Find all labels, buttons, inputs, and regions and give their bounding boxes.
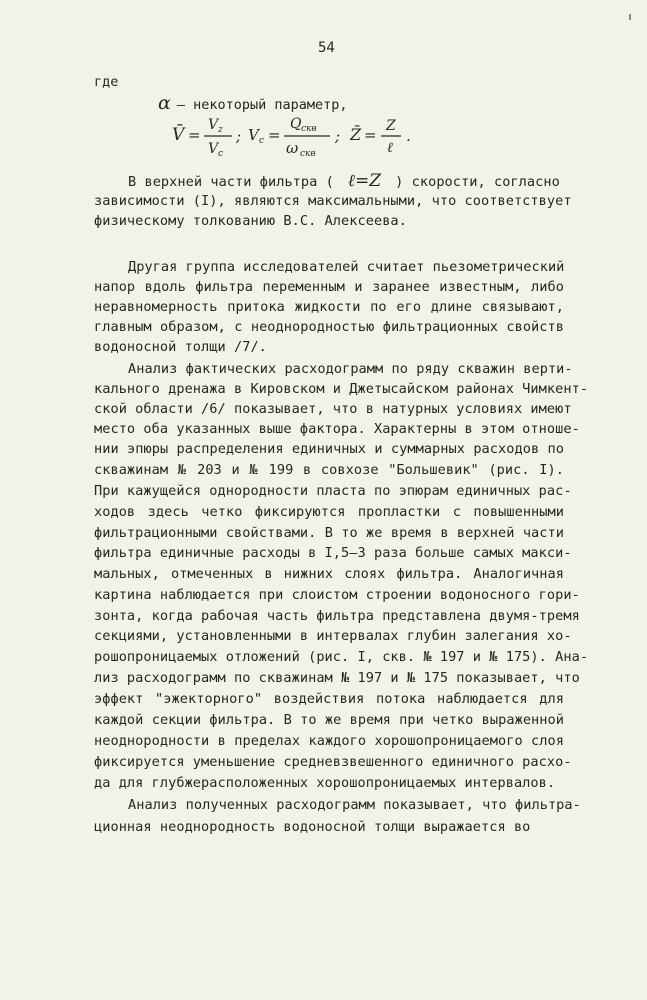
formula-end: .	[406, 127, 411, 145]
alpha-symbol: α	[158, 92, 171, 114]
inline-math: ℓ=Z	[347, 171, 382, 191]
omega-sub: скв	[300, 149, 316, 159]
text-line: зависимости (I), являются максимальными, что соответствует	[94, 193, 572, 209]
text-line: водоносной толщи /7/.	[94, 339, 267, 355]
vc-den-sub: c	[218, 149, 224, 159]
text-line: зонта, когда рабочая часть фильтра представлена двумя-тремя	[94, 608, 580, 624]
text-line: эффект "эжекторного" воздействия потока наблюдается для	[94, 691, 564, 707]
text-line	[128, 172, 564, 191]
eq-1: =	[188, 126, 201, 144]
text-line: секциями, установленными в интервалах глубин залегания хо-	[94, 628, 572, 644]
text-line: лиз расходограмм по скважинам № 197 и № 175 показывает, что	[94, 670, 580, 686]
text-line: ционная неоднородность водоносной толщи выражается во	[94, 819, 531, 835]
text-line: картина наблюдается при слоистом строении водоносного гори-	[94, 587, 580, 603]
q-sub: скв	[301, 124, 317, 134]
text-line: фильтрационными свойствами. В то же время в верхней части	[94, 525, 564, 541]
sep-2: ;	[335, 127, 341, 145]
vz-sub: z	[218, 125, 223, 135]
text-line: физическому толкованию В.С. Алексеева.	[94, 213, 407, 229]
text-line: каждой секции фильтра. В то же время при четко выраженной	[94, 712, 564, 728]
vz-num: V	[208, 117, 219, 133]
velocity-formula	[168, 110, 468, 160]
vc-sub: c	[259, 136, 265, 146]
q-num: Q	[290, 116, 302, 132]
scan-speck	[629, 14, 631, 20]
text-line: Анализ полученных расходограмм показывает, что фильтра-	[128, 797, 581, 813]
vc: V	[248, 126, 259, 144]
text-line: главным образом, с неоднородностью фильтрационных свойств	[94, 319, 564, 335]
z-num: Z	[386, 118, 396, 134]
eq-2: =	[268, 126, 281, 144]
text-line: неравномерность притока жидкости по его длине связывают,	[94, 299, 564, 315]
text-line: место оба указанных выше фактора. Характерны в этом отноше-	[94, 421, 580, 437]
text-line: ходов здесь четко фиксируются пропластки с повышенными	[94, 504, 564, 520]
text-fragment: ) скорости, согласно	[395, 174, 560, 190]
parameter-text: – некоторый параметр,	[176, 97, 348, 113]
sep-1: ;	[236, 127, 242, 145]
v-bar: V̄	[172, 125, 185, 145]
text-line: При кажущейся однородности пласта по эпюрам единичных рас-	[94, 483, 572, 499]
where-label: где	[94, 74, 119, 90]
page-number: 54	[318, 40, 335, 56]
text-line: фильтра единичные расходы в I,5–3 раза больше самых макси-	[94, 545, 572, 561]
text-line: да для глубжерасположенных хорошопроницаемых интервалов.	[94, 775, 556, 791]
text-line: скважинам № 203 и № 199 в совхозе "Большевик" (рис. I).	[94, 462, 564, 478]
text-line: мальных, отмеченных в нижних слоях фильтра. Аналогичная	[94, 566, 564, 582]
text-line: кального дренажа в Кировском и Джетысайском районах Чимкент-	[94, 381, 589, 397]
z-bar: Z̄	[350, 125, 362, 144]
text-line: рошопроницаемых отложений (рис. I, скв. № 197 и № 175). Ана-	[94, 649, 589, 665]
text-line: Анализ фактических расходограмм по ряду скважин верти-	[128, 361, 573, 377]
text-line: нии эпюры распределения единичных и суммарных расходов по	[94, 441, 564, 457]
omega-den: ω	[286, 139, 299, 157]
vc-den: V	[208, 141, 219, 157]
text-fragment: В верхней части фильтра (	[128, 174, 334, 190]
text-line: ской области /6/ показывает, что в натурных условиях имеют	[94, 401, 572, 417]
text-line: фиксируется уменьшение средневзвешенного единичного расхо-	[94, 754, 572, 770]
l-den: ℓ	[387, 140, 393, 156]
eq-3: =	[364, 126, 377, 144]
text-line: неоднородности в пределах каждого хорошопроницаемого слоя	[94, 733, 564, 749]
text-line: Другая группа исследователей считает пьезометрический	[128, 259, 565, 275]
text-line: напор вдоль фильтра переменным и заранее известным, либо	[94, 279, 564, 295]
